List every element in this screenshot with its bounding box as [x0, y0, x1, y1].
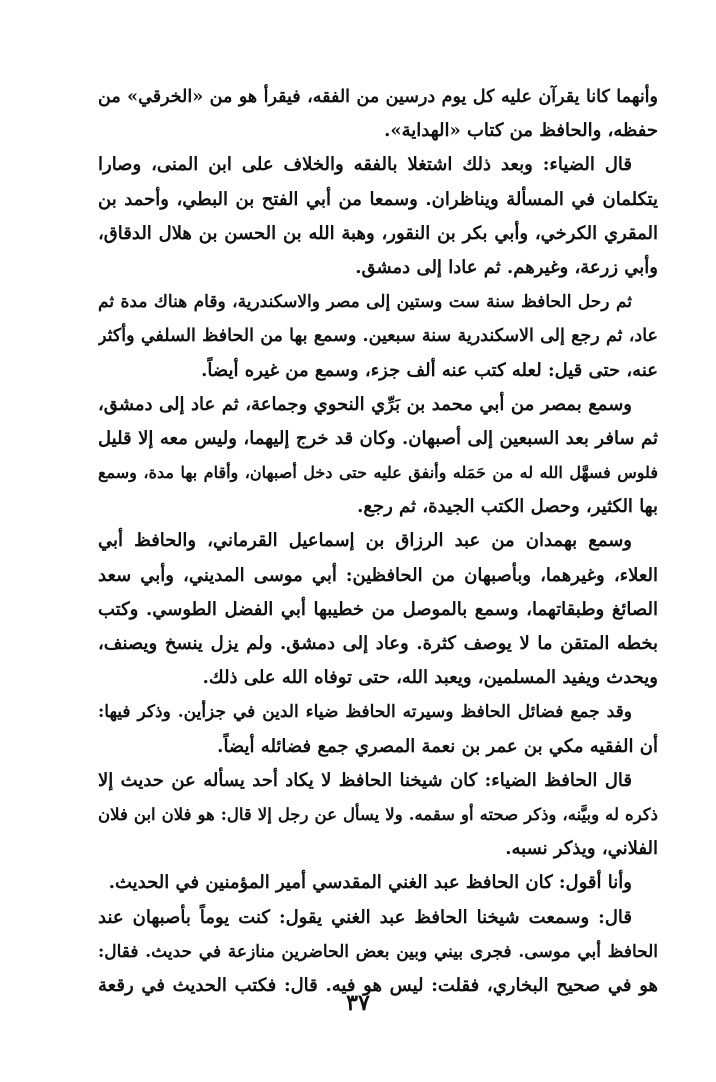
text-line: بخطه المتقن ما لا يوصف كثرة. وعاد إلى دمشق. ولم يزل ينسخ ويصنف، — [98, 633, 658, 654]
text-line: وقد جمع فضائل الحافظ وسيرته الحافظ ضياء الدين في جزأين. وذكر فيها: — [98, 702, 632, 723]
text-line: وسمع بهمدان من عبد الرزاق بن إسماعيل القرماني، والحافظ أبي — [98, 530, 632, 552]
text-line: ويحدث ويفيد المسلمين، ويعبد الله، حتى توفاه الله على ذلك. — [202, 667, 658, 689]
text-line: وسمع بمصر من أبي محمد بن بَرِّي النحوي وجماعة، ثم عاد إلى دمشق، — [98, 393, 632, 415]
text-line: وأنهما كانا يقرآن عليه كل يوم درسين من الفقه، فيقرأ هو من «الخرقي» من — [98, 87, 658, 107]
body-text — [98, 80, 658, 1003]
text-line: ثم رحل الحافظ سنة ست وستين إلى مصر والاسكندرية، وقام هناك مدة ثم — [98, 292, 632, 313]
text-line: حفظه، والحافظ من كتاب «الهداية». — [384, 120, 658, 142]
text-line: المقري الكرخي، وأبي بكر بن النقور، وهبة الله بن الحسن بن هلال الدقاق، — [98, 222, 658, 244]
text-line: وأبي زرعة، وغيرهم. ثم عادا إلى دمشق. — [355, 256, 658, 278]
text-line: هو في صحيح البخاري، فقلت: ليس هو فيه. قال: فكتب الحديث في رقعة — [98, 974, 658, 996]
text-line: فلوس فسهَّل الله له من حَمَله وأنفق عليه حتى دخل أصبهان، وأقام بها مدة، وسمع — [98, 463, 658, 483]
text-line: عاد، ثم رجع إلى الاسكندرية سنة سبعين. وسمع بها من الحافظ السلفي وأكثر — [98, 326, 658, 347]
text-line: وأنا أقول: كان الحافظ عبد الغني المقدسي أمير المؤمنين في الحديث. — [108, 872, 632, 894]
text-line: الحافظ أبي موسى. فجرى بيني وبين بعض الحاضرين منازعة في حديث. فقال: — [98, 941, 658, 962]
page-number: ٣٧ — [346, 990, 370, 1016]
text-line: قال الضياء: وبعد ذلك اشتغلا بالفقه والخلاف على ابن المنى، وصارا — [98, 154, 632, 176]
text-line: ثم سافر بعد السبعين إلى أصبهان. وكان قد خرج إليهما، وليس معه إلا قليل — [98, 427, 658, 449]
text-line: يتكلمان في المسألة ويناظران. وسمعا من أبي الفتح بن البطي، وأحمد بن — [98, 188, 658, 210]
text-line: بها الكثير، وحصل الكتب الجيدة، ثم رجع. — [357, 496, 658, 518]
text-line: الفلاني، ويذكر نسبه. — [505, 838, 658, 860]
text-line: الصائغ وطبقاتهما، وسمع بالموصل من خطيبها أبي الفضل الطوسي. وكتب — [98, 598, 658, 620]
text-line: العلاء، وغيرهما، وبأصبهان من الحافظين: أبي موسى المديني، وأبي سعد — [98, 564, 658, 586]
text-line: قال الحافظ الضياء: كان شيخنا الحافظ لا يكاد أحد يسأله عن حديث إلا — [98, 769, 632, 791]
text-line: ذكره له وبيَّنه، وذكر صحته أو سقمه. ولا يسأل عن رجل إلا قال: هو فلان ابن فلان — [98, 804, 658, 824]
text-line: عنه، حتى قيل: لعله كتب عنه ألف جزء، وسمع من غيره أيضاً. — [201, 359, 658, 381]
text-line: أن الفقيه مكي بن عمر بن نعمة المصري جمع فضائله أيضاً. — [217, 735, 658, 757]
text-line: قال: وسمعت شيخنا الحافظ عبد الغني يقول: كنت يوماً بأصبهان عند — [98, 906, 632, 928]
